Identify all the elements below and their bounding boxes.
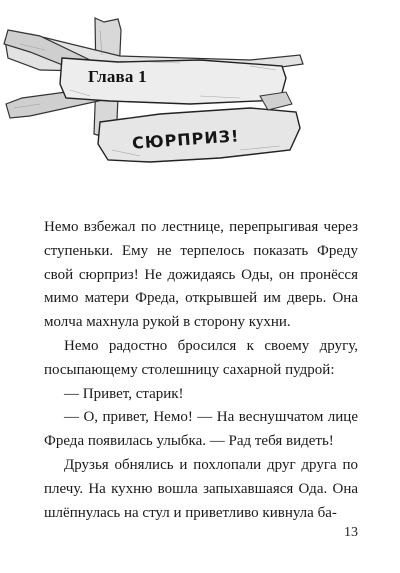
chapter-number-label: Глава 1 [88, 67, 147, 86]
paragraph-2: Немо радостно бросился к своему другу, посыпающему столешницу сахарной пудрой: [44, 337, 358, 378]
paragraph-4: — О, привет, Немо! — На веснушчатом лице Фреда появилась улыбка. — Рад тебя видеть! [44, 409, 358, 450]
paragraph-5: Друзья обнялись и похлопали друг друга по плечу. На кухню вошла запыхавшаяся Ода. Она шлёпнулась на стул и приветливо кивнула ба- [44, 456, 358, 521]
chapter-header-tape-illustration [0, 0, 400, 200]
page-number: 13 [344, 525, 358, 540]
chapter-body-text [44, 216, 358, 525]
paragraph-1: Немо взбежал по лестнице, перепрыгивая через ступеньки. Ему не терпелось показать Фреду свой сюрприз! Не дожидаясь Оды, он пронёсся мимо матери Фреда, открывшей им дверь. Она молча махнула рукой в сторону кухни. [44, 219, 358, 331]
paragraph-3: — Привет, старик! [64, 385, 184, 402]
chapter-title: СЮРПРИЗ! [131, 126, 240, 153]
